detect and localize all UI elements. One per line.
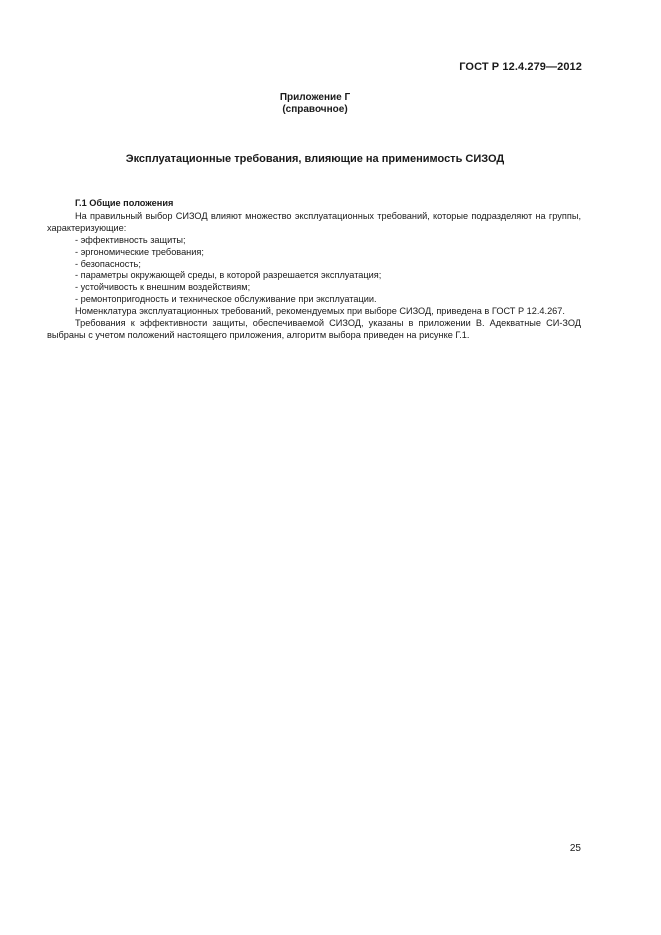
list-item: - параметры окружающей среды, в которой разрешается эксплуатация; [75,270,382,281]
list-item: - эффективность защиты; [75,234,186,245]
document-id-header: ГОСТ Р 12.4.279—2012 [459,61,582,73]
appendix-type: (справочное) [282,104,348,115]
section-heading: Г.1 Общие положения [75,198,174,208]
section-body [47,198,581,342]
nomenclature-paragraph: Номенклатура эксплуатационных требований, рекомендуемых при выборе СИЗОД, приведена в ГОСТ Р 12.4.267. [75,306,565,317]
intro-paragraph: На правильный выбор СИЗОД влияют множество эксплуатационных требований, которые подразделяют на группы, характеризующие: [47,210,581,233]
list-item: - ремонтопригодность и техническое обслуживание при эксплуатации. [75,294,377,305]
list-item: - устойчивость к внешним воздействиям; [75,282,251,293]
efficiency-paragraph: Требования к эффективности защиты, обеспечиваемой СИЗОД, указаны в приложении В. Адекватные СИ-ЗОД выбраны с учетом положений настоящего приложения, алгоритм выбора приведен на рисунке Г.1. [47,318,581,340]
list-item: - безопасность; [75,258,141,269]
list-item: - эргономические требования; [75,246,204,257]
appendix-title: Эксплуатационные требования, влияющие на применимость СИЗОД [125,153,505,165]
page-number: 25 [569,843,581,854]
appendix-label-block [0,92,630,116]
appendix-label: Приложение Г [279,92,351,103]
